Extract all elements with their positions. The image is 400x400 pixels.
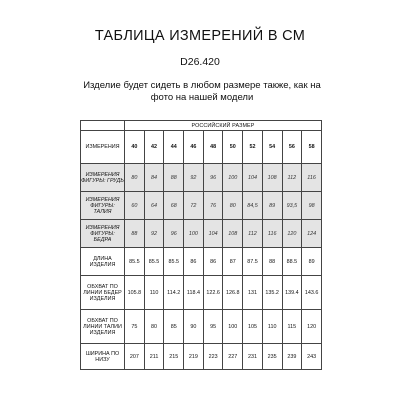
value-cell: 139.4 xyxy=(282,276,302,310)
value-cell: 84 xyxy=(144,164,164,192)
value-cell: 80 xyxy=(223,192,243,220)
value-cell: 95 xyxy=(203,310,223,344)
value-cell: 93,5 xyxy=(282,192,302,220)
size-cell: 50 xyxy=(223,131,243,164)
value-cell: 76 xyxy=(203,192,223,220)
size-cell: 44 xyxy=(164,131,184,164)
group-header: РОССИЙСКИЙ РАЗМЕР xyxy=(125,121,322,131)
value-cell: 88 xyxy=(125,220,145,248)
value-cell: 98 xyxy=(302,192,322,220)
value-cell: 96 xyxy=(203,164,223,192)
value-cell: 80 xyxy=(125,164,145,192)
value-cell: 120 xyxy=(302,310,322,344)
value-cell: 87 xyxy=(223,248,243,276)
row-label: ИЗМЕРЕНИЯ ФИГУРЫ: БЕДРА xyxy=(81,220,125,248)
table-row xyxy=(81,276,322,310)
value-cell: 85 xyxy=(164,310,184,344)
value-cell: 68 xyxy=(164,192,184,220)
value-cell: 104 xyxy=(203,220,223,248)
value-cell: 88 xyxy=(262,248,282,276)
value-cell: 120 xyxy=(282,220,302,248)
value-cell: 105 xyxy=(243,310,263,344)
table-row xyxy=(81,248,322,276)
value-cell: 231 xyxy=(243,344,263,370)
value-cell: 122.6 xyxy=(203,276,223,310)
value-cell: 100 xyxy=(223,164,243,192)
value-cell: 112 xyxy=(282,164,302,192)
value-cell: 235 xyxy=(262,344,282,370)
size-cell: 48 xyxy=(203,131,223,164)
value-cell: 85.5 xyxy=(144,248,164,276)
value-cell: 211 xyxy=(144,344,164,370)
value-cell: 219 xyxy=(184,344,204,370)
value-cell: 60 xyxy=(125,192,145,220)
value-cell: 227 xyxy=(223,344,243,370)
value-cell: 110 xyxy=(262,310,282,344)
fit-note: Изделие будет сидеть в любом размере также, как на фото на нашей модели xyxy=(83,80,321,103)
value-cell: 86 xyxy=(203,248,223,276)
value-cell: 223 xyxy=(203,344,223,370)
value-cell: 96 xyxy=(164,220,184,248)
value-cell: 64 xyxy=(144,192,164,220)
size-cell: 52 xyxy=(243,131,263,164)
table-row xyxy=(81,192,322,220)
value-cell: 135.2 xyxy=(262,276,282,310)
value-cell: 215 xyxy=(164,344,184,370)
row-label: ИЗМЕРЕНИЯ ФИГУРЫ: ТАЛИЯ xyxy=(81,192,125,220)
value-cell: 143.6 xyxy=(302,276,322,310)
value-cell: 108 xyxy=(262,164,282,192)
value-cell: 72 xyxy=(184,192,204,220)
size-cell: 58 xyxy=(302,131,322,164)
value-cell: 75 xyxy=(125,310,145,344)
row-label: ОБХВАТ ПО ЛИНИИ БЕДЕР ИЗДЕЛИЯ xyxy=(81,276,125,310)
sizes-label: ИЗМЕРЕНИЯ xyxy=(81,131,125,164)
value-cell: 105.8 xyxy=(125,276,145,310)
row-label: ИЗМЕРЕНИЯ ФИГУРЫ: ГРУДЬ xyxy=(81,164,125,192)
value-cell: 114.2 xyxy=(164,276,184,310)
size-cell: 42 xyxy=(144,131,164,164)
article-code: D26.420 xyxy=(180,56,220,68)
value-cell: 104 xyxy=(243,164,263,192)
size-cell: 46 xyxy=(184,131,204,164)
value-cell: 239 xyxy=(282,344,302,370)
value-cell: 90 xyxy=(184,310,204,344)
value-cell: 207 xyxy=(125,344,145,370)
value-cell: 89 xyxy=(262,192,282,220)
value-cell: 100 xyxy=(184,220,204,248)
value-cell: 115 xyxy=(282,310,302,344)
table-row xyxy=(81,164,322,192)
value-cell: 92 xyxy=(144,220,164,248)
table-row xyxy=(81,310,322,344)
value-cell: 112 xyxy=(243,220,263,248)
table-corner xyxy=(81,121,125,131)
value-cell: 84,5 xyxy=(243,192,263,220)
value-cell: 85.5 xyxy=(164,248,184,276)
size-table xyxy=(80,120,322,370)
row-label: ОБХВАТ ПО ЛИНИИ ТАЛИИ ИЗДЕЛИЯ xyxy=(81,310,125,344)
row-label: ДЛИНА ИЗДЕЛИЯ xyxy=(81,248,125,276)
table-row xyxy=(81,344,322,370)
size-cell: 40 xyxy=(125,131,145,164)
value-cell: 86 xyxy=(184,248,204,276)
value-cell: 80 xyxy=(144,310,164,344)
group-header-row xyxy=(81,121,322,131)
value-cell: 88 xyxy=(164,164,184,192)
value-cell: 126.8 xyxy=(223,276,243,310)
value-cell: 87.5 xyxy=(243,248,263,276)
value-cell: 110 xyxy=(144,276,164,310)
value-cell: 88.5 xyxy=(282,248,302,276)
sizes-row xyxy=(81,131,322,164)
value-cell: 100 xyxy=(223,310,243,344)
size-cell: 56 xyxy=(282,131,302,164)
value-cell: 92 xyxy=(184,164,204,192)
value-cell: 116 xyxy=(302,164,322,192)
size-cell: 54 xyxy=(262,131,282,164)
value-cell: 131 xyxy=(243,276,263,310)
value-cell: 108 xyxy=(223,220,243,248)
table-row xyxy=(81,220,322,248)
value-cell: 124 xyxy=(302,220,322,248)
value-cell: 118.4 xyxy=(184,276,204,310)
row-label: ШИРИНА ПО НИЗУ xyxy=(81,344,125,370)
value-cell: 89 xyxy=(302,248,322,276)
value-cell: 85.5 xyxy=(125,248,145,276)
value-cell: 243 xyxy=(302,344,322,370)
value-cell: 116 xyxy=(262,220,282,248)
page-title: ТАБЛИЦА ИЗМЕРЕНИЙ В СМ xyxy=(94,28,306,44)
